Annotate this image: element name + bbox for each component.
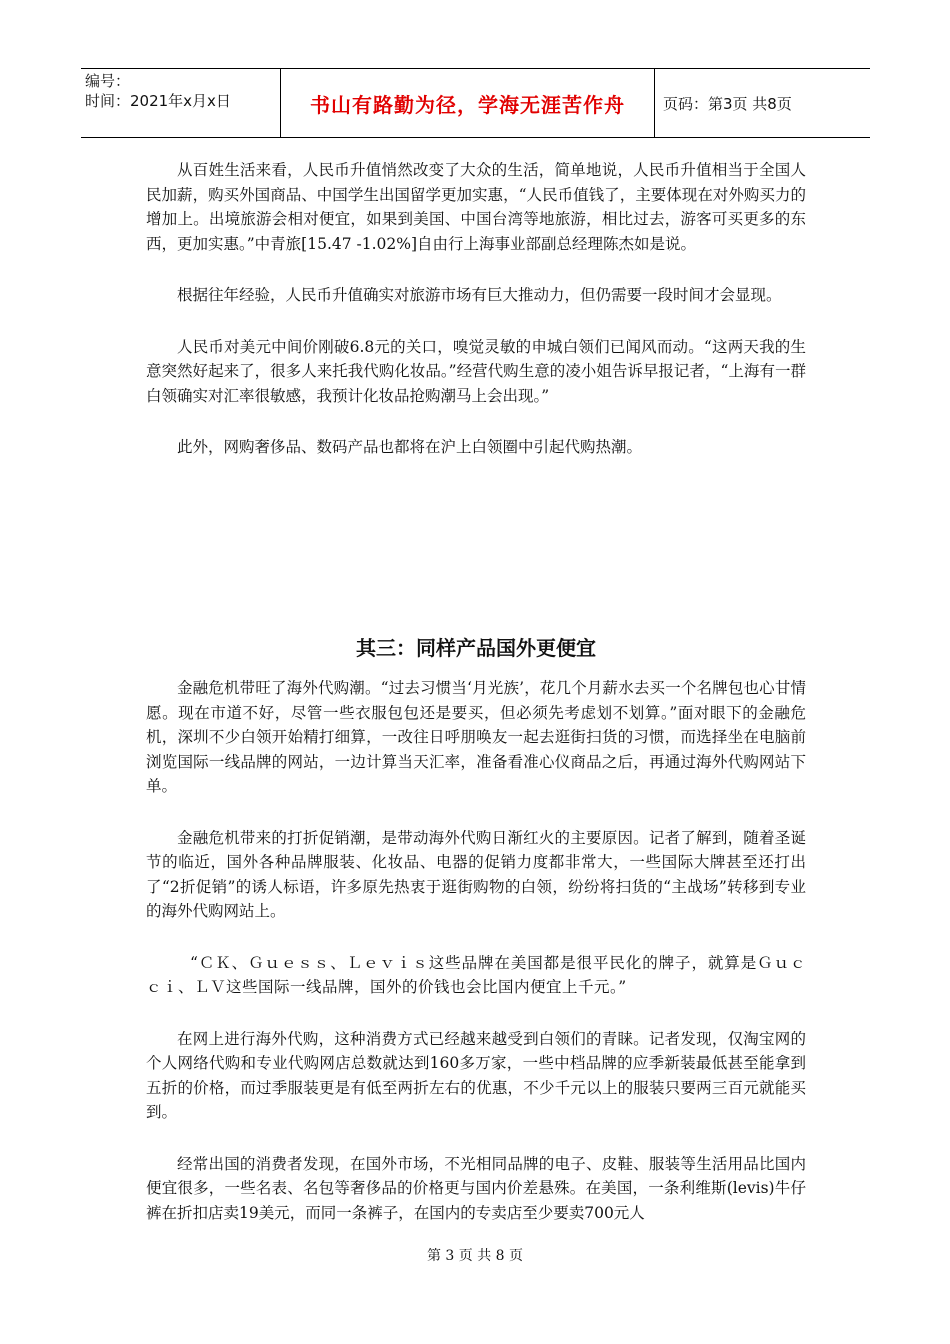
paragraph: 经常出国的消费者发现，在国外市场，不光相同品牌的电子、皮鞋、服装等生活用品比国内便宜很多，一些名表、名包等奢侈品的价格更与国内价差悬殊。在美国，一条利维斯(levis)牛仔裤在折扣店卖19美元，而同一条裤子，在国内的专卖店至少要卖700元人 [146, 1154, 806, 1222]
page-header [81, 68, 870, 138]
quote-paragraph: “ＣＫ、Ｇｕｅｓｓ、Ｌｅｖｉｓ这些品牌在美国都是很平民化的牌子，就算是Ｇｕｃｃｉ、ＬＶ这些国际一线品牌，国外的价钱也会比国内便宜上千元。” [146, 953, 806, 996]
paragraph: 此外，网购奢侈品、数码产品也都将在沪上白领圈中引起代购热潮。 [177, 438, 643, 456]
header-motto: 书山有路勤为径，学海无涯苦作舟 [281, 69, 655, 137]
paragraph: 金融危机带来的打折促销潮，是带动海外代购日渐红火的主要原因。记者了解到，随着圣诞节的临近，国外各种品牌服装、化妆品、电器的促销力度都非常大，一些国际大牌甚至还打出了“2折促销”的诱人标语，许多原先热衷于逛街购物的白领，纷纷将扫货的“主战场”转移到专业的海外代购网站上。 [146, 828, 806, 920]
page-footer: 第 3 页 共 8 页 [426, 1248, 524, 1264]
paragraph: 根据往年经验，人民币升值确实对旅游市场有巨大推动力，但仍需要一段时间才会显现。 [177, 286, 782, 304]
paragraph: 人民币对美元中间价刚破6.8元的关口，嗅觉灵敏的申城白领们已闻风而动。“这两天我的生意突然好起来了，很多人来托我代购化妆品。”经营代购生意的凌小姐告诉早报记者，“上海有一群白领确实对汇率很敏感，我预计化妆品抢购潮马上会出现。” [146, 337, 806, 405]
body-bottom [146, 676, 806, 1225]
time-label: 时间：2021年x月x日 [85, 92, 231, 110]
header-page-label: 页码：第3页 共8页 [663, 94, 792, 113]
paragraph: 从百姓生活来看，人民币升值悄然改变了大众的生活，简单地说，人民币升值相当于全国人民加薪，购买外国商品、中国学生出国留学更加实惠，“人民币值钱了，主要体现在对外购买力的增加上。出境旅游会相对便宜，如果到美国、中国台湾等地旅游，相比过去，游客可买更多的东西，更加实惠。”中青旅[15.47 -1.02%]自由行上海事业部副总经理陈杰如是说。 [146, 161, 806, 253]
body-top [146, 158, 806, 460]
section-title: 其三：同样产品国外更便宜 [356, 636, 596, 660]
paragraph: 金融危机带旺了海外代购潮。“过去习惯当‘月光族’，花几个月薪水去买一个名牌包也心甘情愿。现在市道不好，尽管一些衣服包包还是要买，但必须先考虑划不划算。”面对眼下的金融危机，深圳不少白领开始精打细算，一改往日呼朋唤友一起去逛街扫货的习惯，而选择坐在电脑前浏览国际一线品牌的网站，一边计算当天汇率，准备看准心仪商品之后，再通过海外代购网站下单。 [146, 679, 806, 795]
header-meta [81, 69, 281, 137]
number-label: 编号： [85, 72, 131, 90]
paragraph: 在网上进行海外代购，这种消费方式已经越来越受到白领们的青睐。记者发现，仅淘宝网的个人网络代购和专业代购网店总数就达到160多万家，一些中档品牌的应季新装最低甚至能拿到五折的价格，而过季服装更是有低至两折左右的优惠，不少千元以上的服装只要两三百元就能买到。 [146, 1029, 806, 1121]
